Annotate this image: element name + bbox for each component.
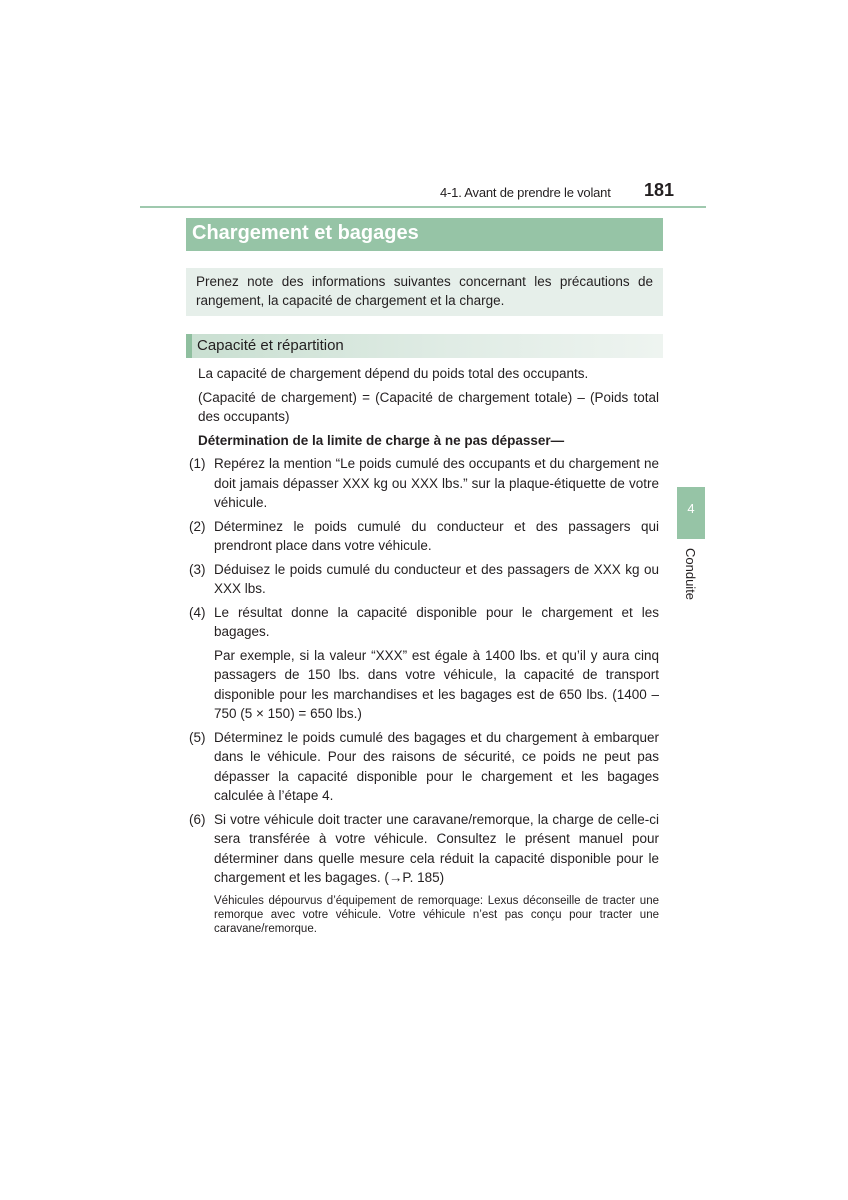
step-number: (3) <box>189 561 206 577</box>
step-item <box>186 454 659 513</box>
step-text: Déterminez le poids cumulé des bagages et du chargement à embarquer dans le véhicule. Pour des raisons de sécurité, ce poids ne peut pas dépasser la capacité disponible pour le chargement et les bagages calculée à l’étape 4. <box>214 729 659 803</box>
limit-heading: Détermination de la limite de charge à ne pas dépasser— <box>198 432 565 448</box>
section-heading: Capacité et répartition <box>186 334 663 358</box>
intro-text: Prenez note des informations suivantes concernant les précautions de rangement, la capacité de chargement et la charge. <box>196 274 653 308</box>
step-text: Le résultat donne la capacité disponible pour le chargement et les bagages. <box>214 604 659 639</box>
chapter-label <box>683 548 699 628</box>
chapter-label-text: Conduite <box>683 548 698 601</box>
chapter-tab[interactable]: 4 <box>677 487 705 539</box>
step-number: (6) <box>189 811 206 827</box>
header-divider <box>140 206 706 208</box>
page-title: Chargement et bagages <box>186 218 663 251</box>
step-text: Déduisez le poids cumulé du conducteur et des passagers de XXX kg ou XXX lbs. <box>214 561 659 596</box>
step-text: Si votre véhicule doit tracter une caravane/remorque, la charge de celle-ci sera transférée à votre véhicule. Consultez le présent manuel pour déterminer dans quelle mesure cela réduit la capacité disponible pour le chargement et les bagages. (→P. 185) <box>214 811 659 885</box>
step-number: (1) <box>189 456 206 471</box>
step-item <box>186 517 659 556</box>
step-item <box>186 810 659 888</box>
step-text: Repérez la mention “Le poids cumulé des occupants et du chargement ne doit jamais dépasser XXX kg ou XXX lbs.” sur la plaque-étiquette de votre véhicule. <box>214 456 659 510</box>
towing-note: Véhicules dépourvus d’équipement de remorquage: Lexus déconseille de tracter une remorque avec votre véhicule. Votre véhicule n’est pas conçu pour tracter une caravane/remorque. <box>214 894 659 935</box>
step-item <box>186 560 659 599</box>
section-content <box>186 364 659 936</box>
example-paragraph: Par exemple, si la valeur “XXX” est égale à 1400 lbs. et qu’il y aura cinq passagers de 150 lbs. dans votre véhicule, la capacité de transport disponible pour les marchandises et les bagages est de 650 lbs. (1400 – 750 (5 × 150) = 650 lbs.) <box>214 647 659 721</box>
step-number: (2) <box>189 518 206 534</box>
header-chapter: 4-1. Avant de prendre le volant <box>440 185 611 200</box>
step-number: (4) <box>189 604 206 620</box>
capacity-paragraph: La capacité de chargement dépend du poids total des occupants. <box>198 366 589 381</box>
step-item <box>186 603 659 642</box>
step-item <box>186 728 659 806</box>
page-number: 181 <box>644 180 675 200</box>
step-number: (5) <box>189 729 206 745</box>
formula-paragraph: (Capacité de chargement) = (Capacité de chargement totale) – (Poids total des occupants) <box>198 389 659 424</box>
intro-box <box>186 268 663 316</box>
step-text: Déterminez le poids cumulé du conducteur et des passagers qui prendront place dans votre véhicule. <box>214 518 659 553</box>
